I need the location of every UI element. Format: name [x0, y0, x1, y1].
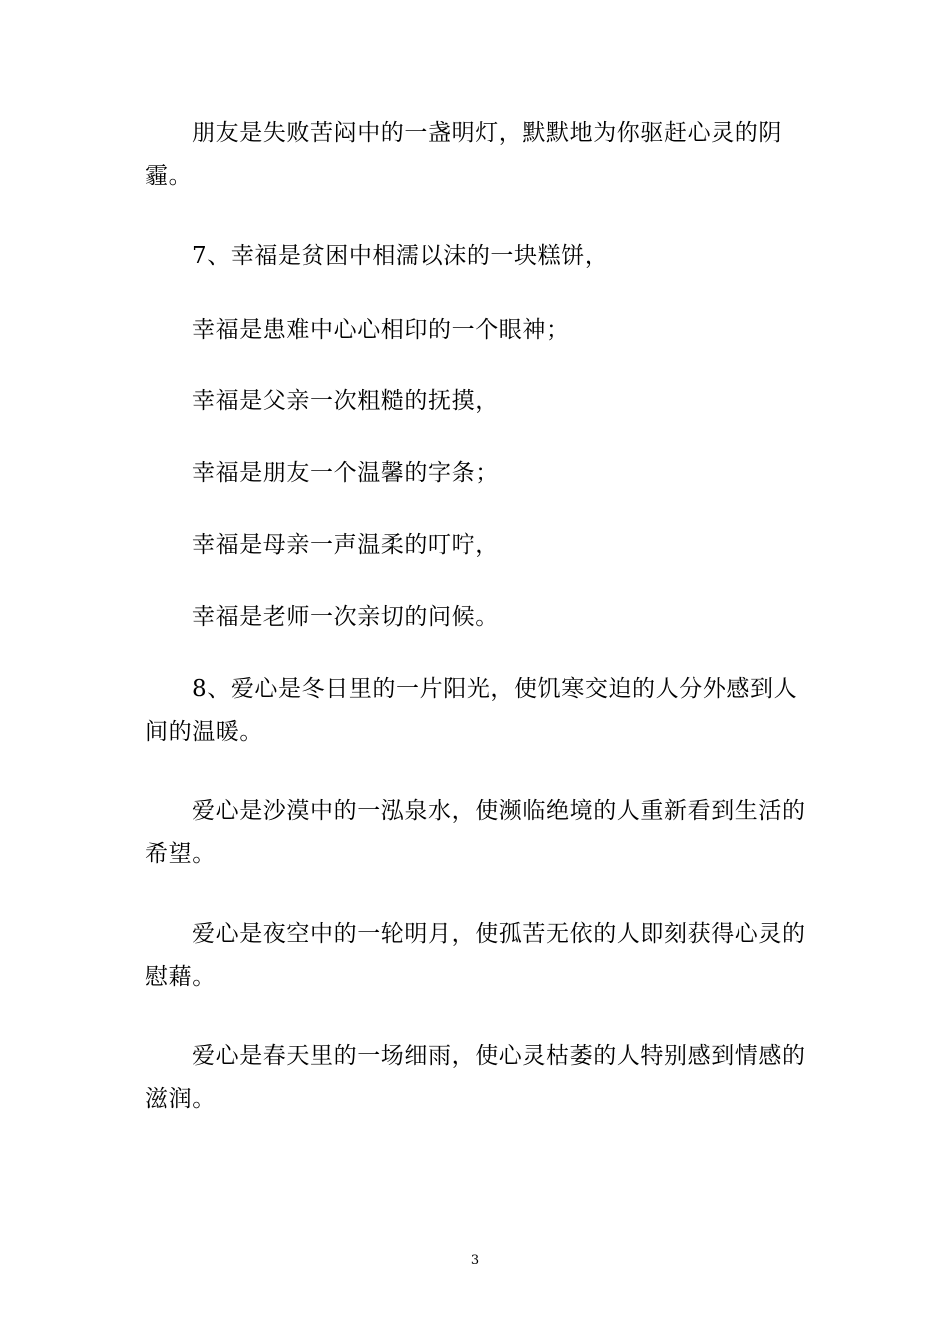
- paragraph-happiness-cake: 7、幸福是贫困中相濡以沫的一块糕饼，: [192, 243, 609, 269]
- paragraph-friend-lamp: 朋友是失败苦闷中的一盏明灯，默默地为你驱赶心灵的阴霾。: [145, 120, 782, 189]
- paragraph-happiness-friend: 幸福是朋友一个温馨的字条；: [192, 460, 499, 486]
- paragraph-love-moon: 爱心是夜空中的一轮明月，使孤苦无依的人即刻获得心灵的慰藉。: [145, 921, 806, 990]
- paragraph-love-sunshine: 8、爱心是冬日里的一片阳光，使饥寒交迫的人分外感到人间的温暖。: [145, 676, 798, 745]
- paragraph-love-spring: 爱心是沙漠中的一泓泉水，使濒临绝境的人重新看到生活的希望。: [145, 798, 806, 867]
- paragraph-happiness-teacher: 幸福是老师一次亲切的问候。: [192, 604, 499, 630]
- paragraph-love-rain: 爱心是春天里的一场细雨，使心灵枯萎的人特别感到情感的滋润。: [145, 1043, 806, 1112]
- paragraph-happiness-mother: 幸福是母亲一声温柔的叮咛，: [192, 532, 499, 558]
- paragraph-happiness-father: 幸福是父亲一次粗糙的抚摸，: [192, 388, 499, 414]
- paragraph-happiness-glance: 幸福是患难中心心相印的一个眼神；: [192, 317, 570, 343]
- page-number: 3: [470, 1253, 480, 1268]
